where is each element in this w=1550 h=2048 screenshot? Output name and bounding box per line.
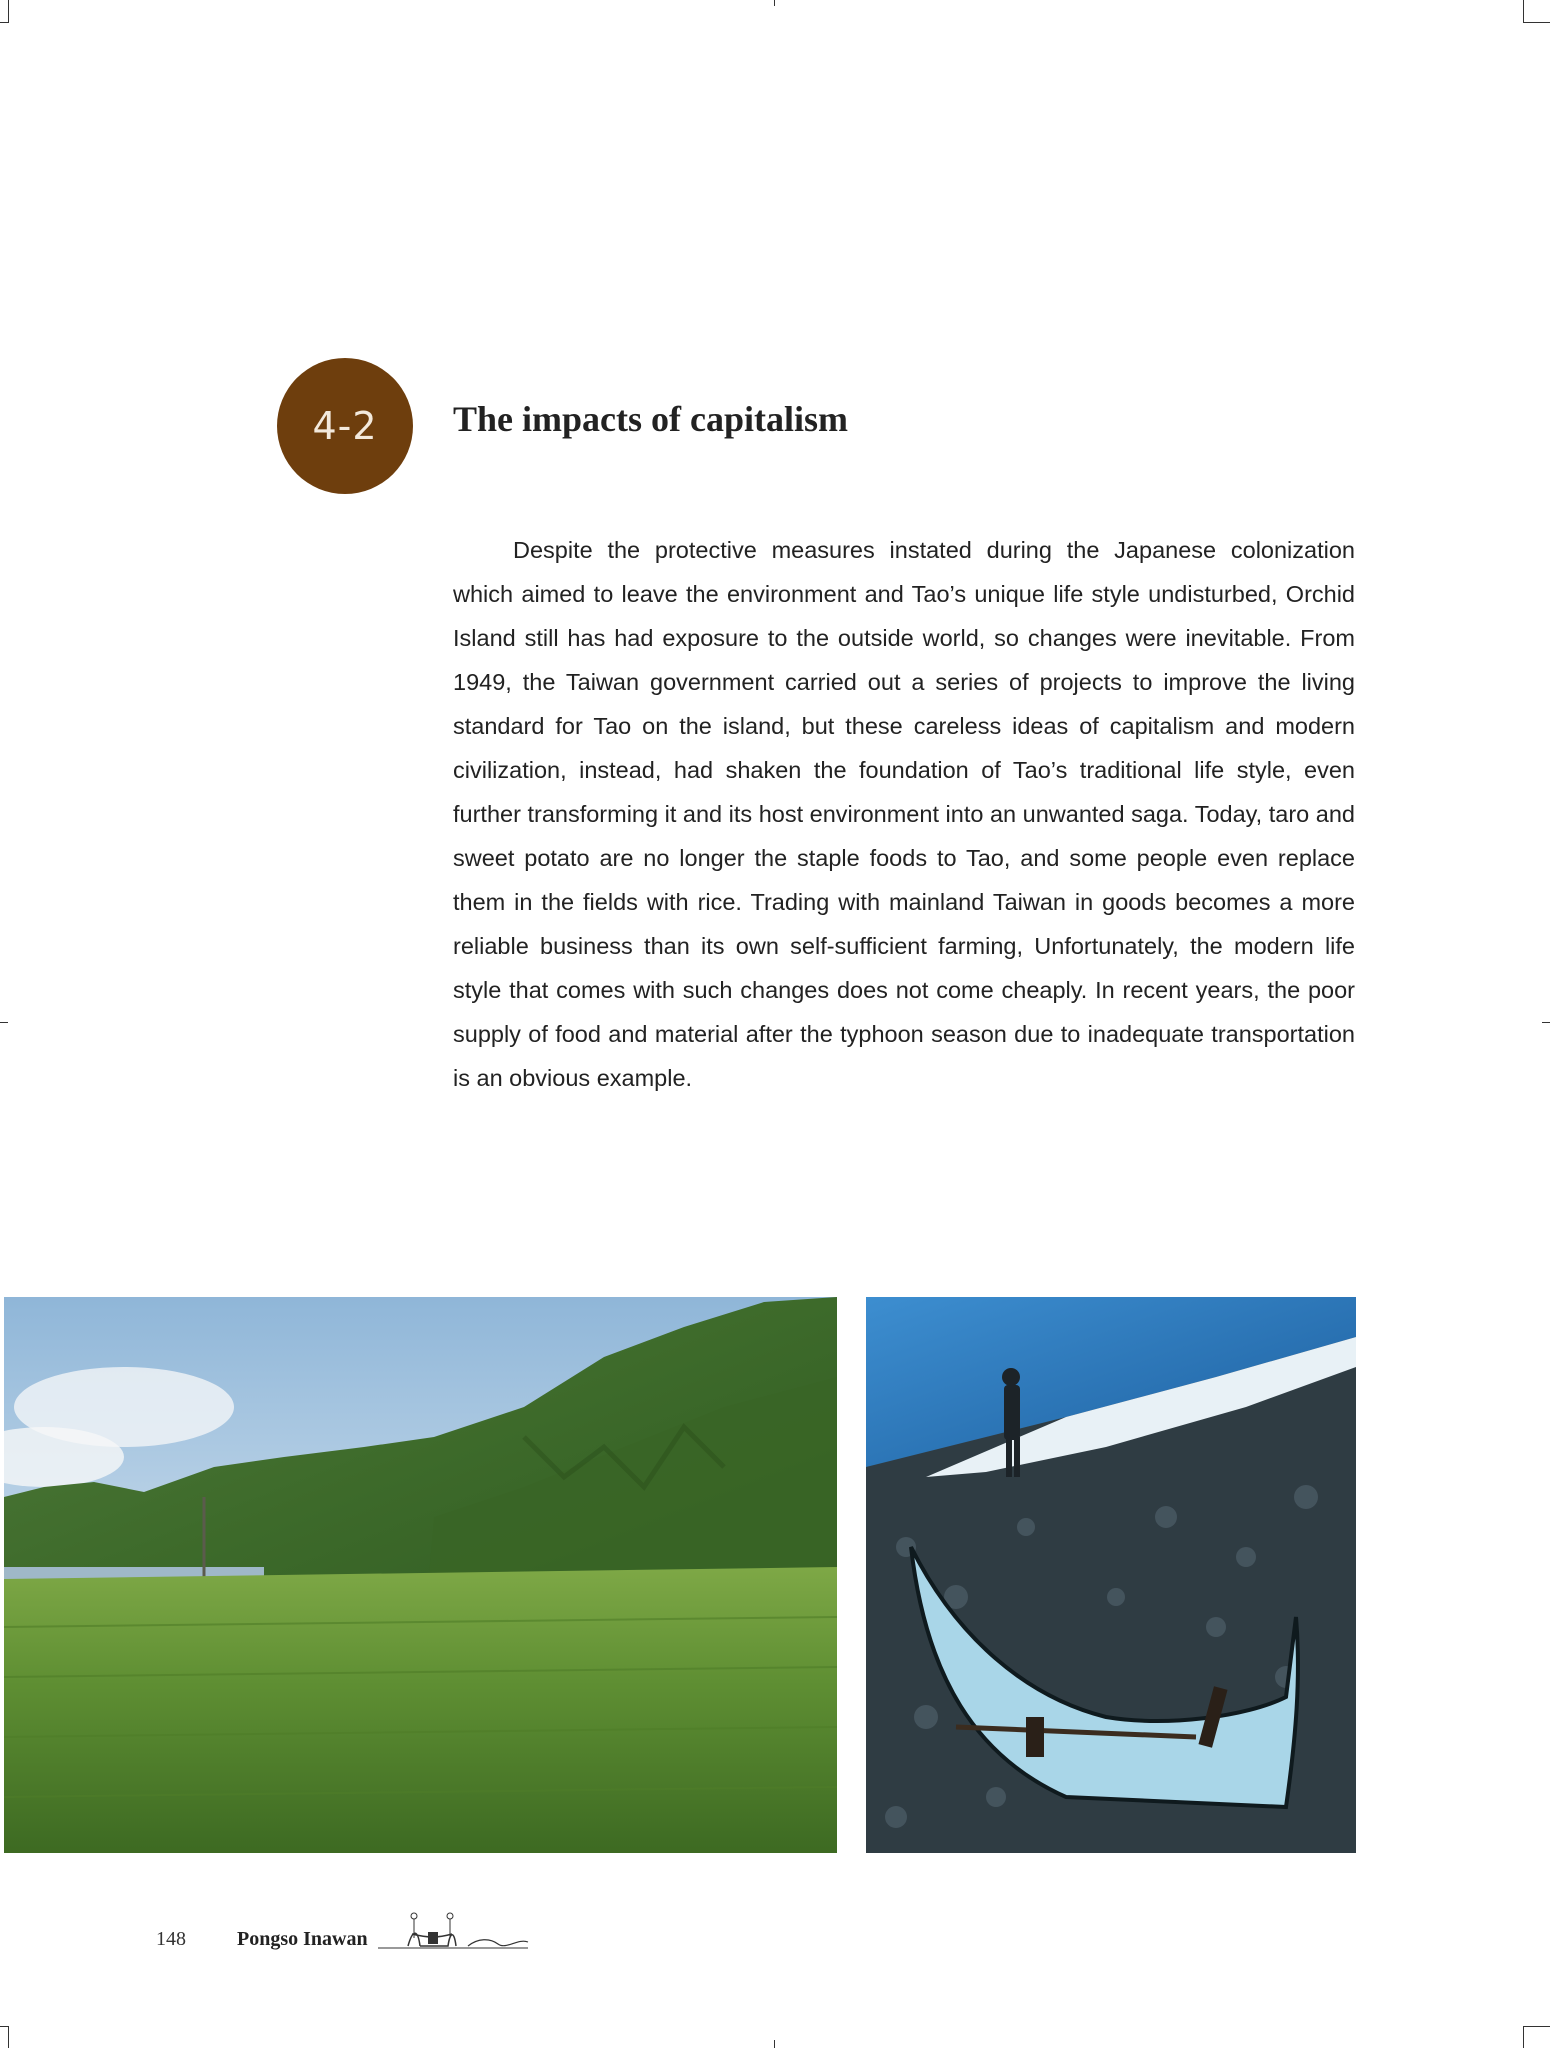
crop-mark	[8, 0, 9, 22]
crop-mark	[1523, 0, 1524, 22]
book-title: Pongso Inawan	[237, 1928, 368, 1950]
crop-mark	[774, 2040, 775, 2048]
rice-field-photo	[4, 1297, 837, 1853]
crop-mark	[1523, 2026, 1550, 2027]
canoe-logo-icon	[378, 1908, 538, 1963]
crop-mark	[0, 22, 9, 23]
section-title: The impacts of capitalism	[453, 399, 848, 439]
crop-mark	[1523, 22, 1550, 23]
beach-canoe-photo	[866, 1297, 1356, 1853]
crop-mark	[1542, 1022, 1550, 1023]
crop-mark	[0, 1022, 8, 1023]
section-number-badge: 4-2	[277, 358, 413, 494]
crop-mark	[8, 2026, 9, 2048]
body-paragraph: Despite the protective measures instated during the Japanese colonization which aimed to leave the environment and Tao’s unique life style undisturbed, Orchid Island still has had exposure to the outside world, so changes were inevitable. From 1949, the Taiwan government carried out a series of projects to improve the living standard for Tao on the island, but these careless ideas of capitalism and modern civilization, instead, had shaken the foundation of Tao’s traditional life style, even further transforming it and its host environment into an unwanted saga. Today, taro and sweet potato are no longer the staple foods to Tao, and some people even replace them in the fields with rice. Trading with mainland Taiwan in goods becomes a more reliable business than its own self-sufficient farming, Unfortunately, the modern life style that comes with such changes does not come cheaply. In recent years, the poor supply of food and material after the typhoon season due to inadequate transportation is an obvious example.	[453, 537, 1355, 1091]
crop-mark	[1523, 2026, 1524, 2048]
page-number: 148	[156, 1928, 186, 1950]
crop-mark	[774, 0, 775, 6]
crop-mark	[0, 2026, 9, 2027]
